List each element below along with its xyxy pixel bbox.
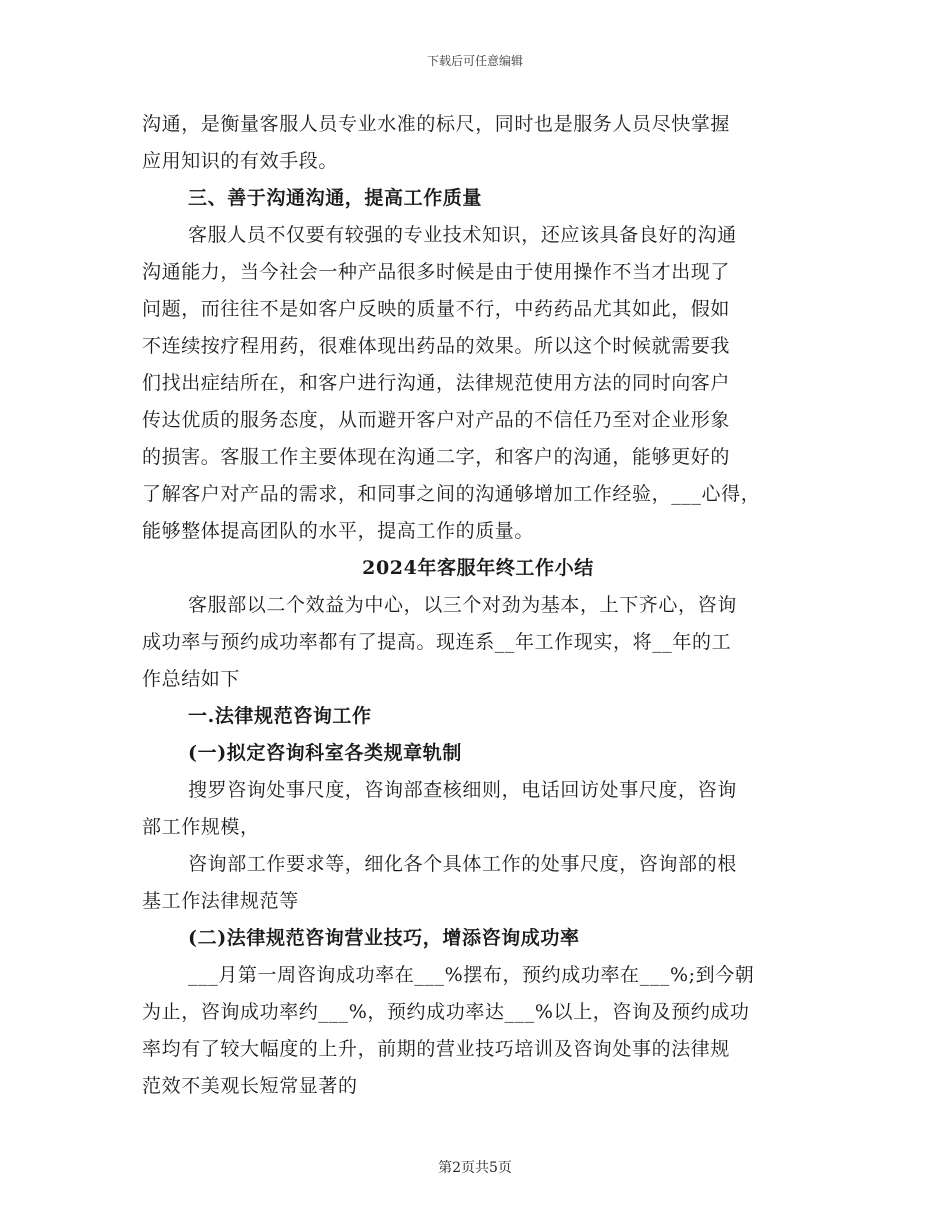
paragraph-line: 们找出症结所在，和客户进行沟通，法律规范使用方法的同时向客户 xyxy=(142,372,731,394)
paragraph-line: ___月第一周咨询成功率在___%摆布，预约成功率在___%;到今朝 xyxy=(188,964,755,986)
paragraph-line: 了解客户对产品的需求，和同事之间的沟通够增加工作经验，___心得， xyxy=(142,483,761,505)
paragraph-line: 客服部以二个效益为中心，以三个对劲为基本，上下齐心，咨询 xyxy=(188,594,737,616)
paragraph-line: 咨询部工作要求等，细化各个具体工作的处事尺度，咨询部的根 xyxy=(188,853,737,875)
paragraph-line: 率均有了较大幅度的上升，前期的营业技巧培训及咨询处事的法律规 xyxy=(142,1038,731,1060)
section-heading: (一)拟定咨询科室各类规章轨制 xyxy=(188,742,462,764)
paragraph-line: 范效不美观长短常显著的 xyxy=(142,1075,358,1097)
section-heading: 2024年客服年终工作小结 xyxy=(362,557,594,579)
paragraph-line: 能够整体提高团队的水平，提高工作的质量。 xyxy=(142,520,535,542)
paragraph-line: 基工作法律规范等 xyxy=(142,890,299,912)
page-header: 下载后可任意编辑 xyxy=(426,54,523,68)
document-body xyxy=(142,106,814,1105)
paragraph-line: 成功率与预约成功率都有了提高。现连系__年工作现实，将__年的工 xyxy=(142,631,732,653)
paragraph-line: 应用知识的有效手段。 xyxy=(142,150,339,172)
page-footer: 第2页共5页 xyxy=(438,1160,512,1176)
paragraph-line: 作总结如下 xyxy=(142,668,241,690)
section-heading: (二)法律规范咨询营业技巧，增添咨询成功率 xyxy=(188,927,580,949)
section-heading: 一.法律规范咨询工作 xyxy=(188,705,372,727)
paragraph-line: 客服人员不仅要有较强的专业技术知识，还应该具备良好的沟通 xyxy=(188,224,737,246)
paragraph-line: 部工作规模， xyxy=(142,816,260,838)
paragraph-line: 传达优质的服务态度，从而避开客户对产品的不信任乃至对企业形象 xyxy=(142,409,731,431)
paragraph-line: 沟通，是衡量客服人员专业水准的标尺，同时也是服务人员尽快掌握 xyxy=(142,113,731,135)
paragraph-line: 不连续按疗程用药，很难体现出药品的效果。所以这个时候就需要我 xyxy=(142,335,731,357)
paragraph-line: 沟通能力，当今社会一种产品很多时候是由于使用操作不当才出现了 xyxy=(142,261,731,283)
paragraph-line: 为止，咨询成功率约___%，预约成功率达___%以上，咨询及预约成功 xyxy=(142,1001,750,1023)
paragraph-line: 搜罗咨询处事尺度，咨询部查核细则，电话回访处事尺度，咨询 xyxy=(188,779,737,801)
paragraph-line: 问题，而往往不是如客户反映的质量不行，中药药品尤其如此，假如 xyxy=(142,298,731,320)
paragraph-line: 的损害。客服工作主要体现在沟通二字，和客户的沟通，能够更好的 xyxy=(142,446,731,468)
section-heading: 三、善于沟通沟通，提高工作质量 xyxy=(188,187,483,209)
